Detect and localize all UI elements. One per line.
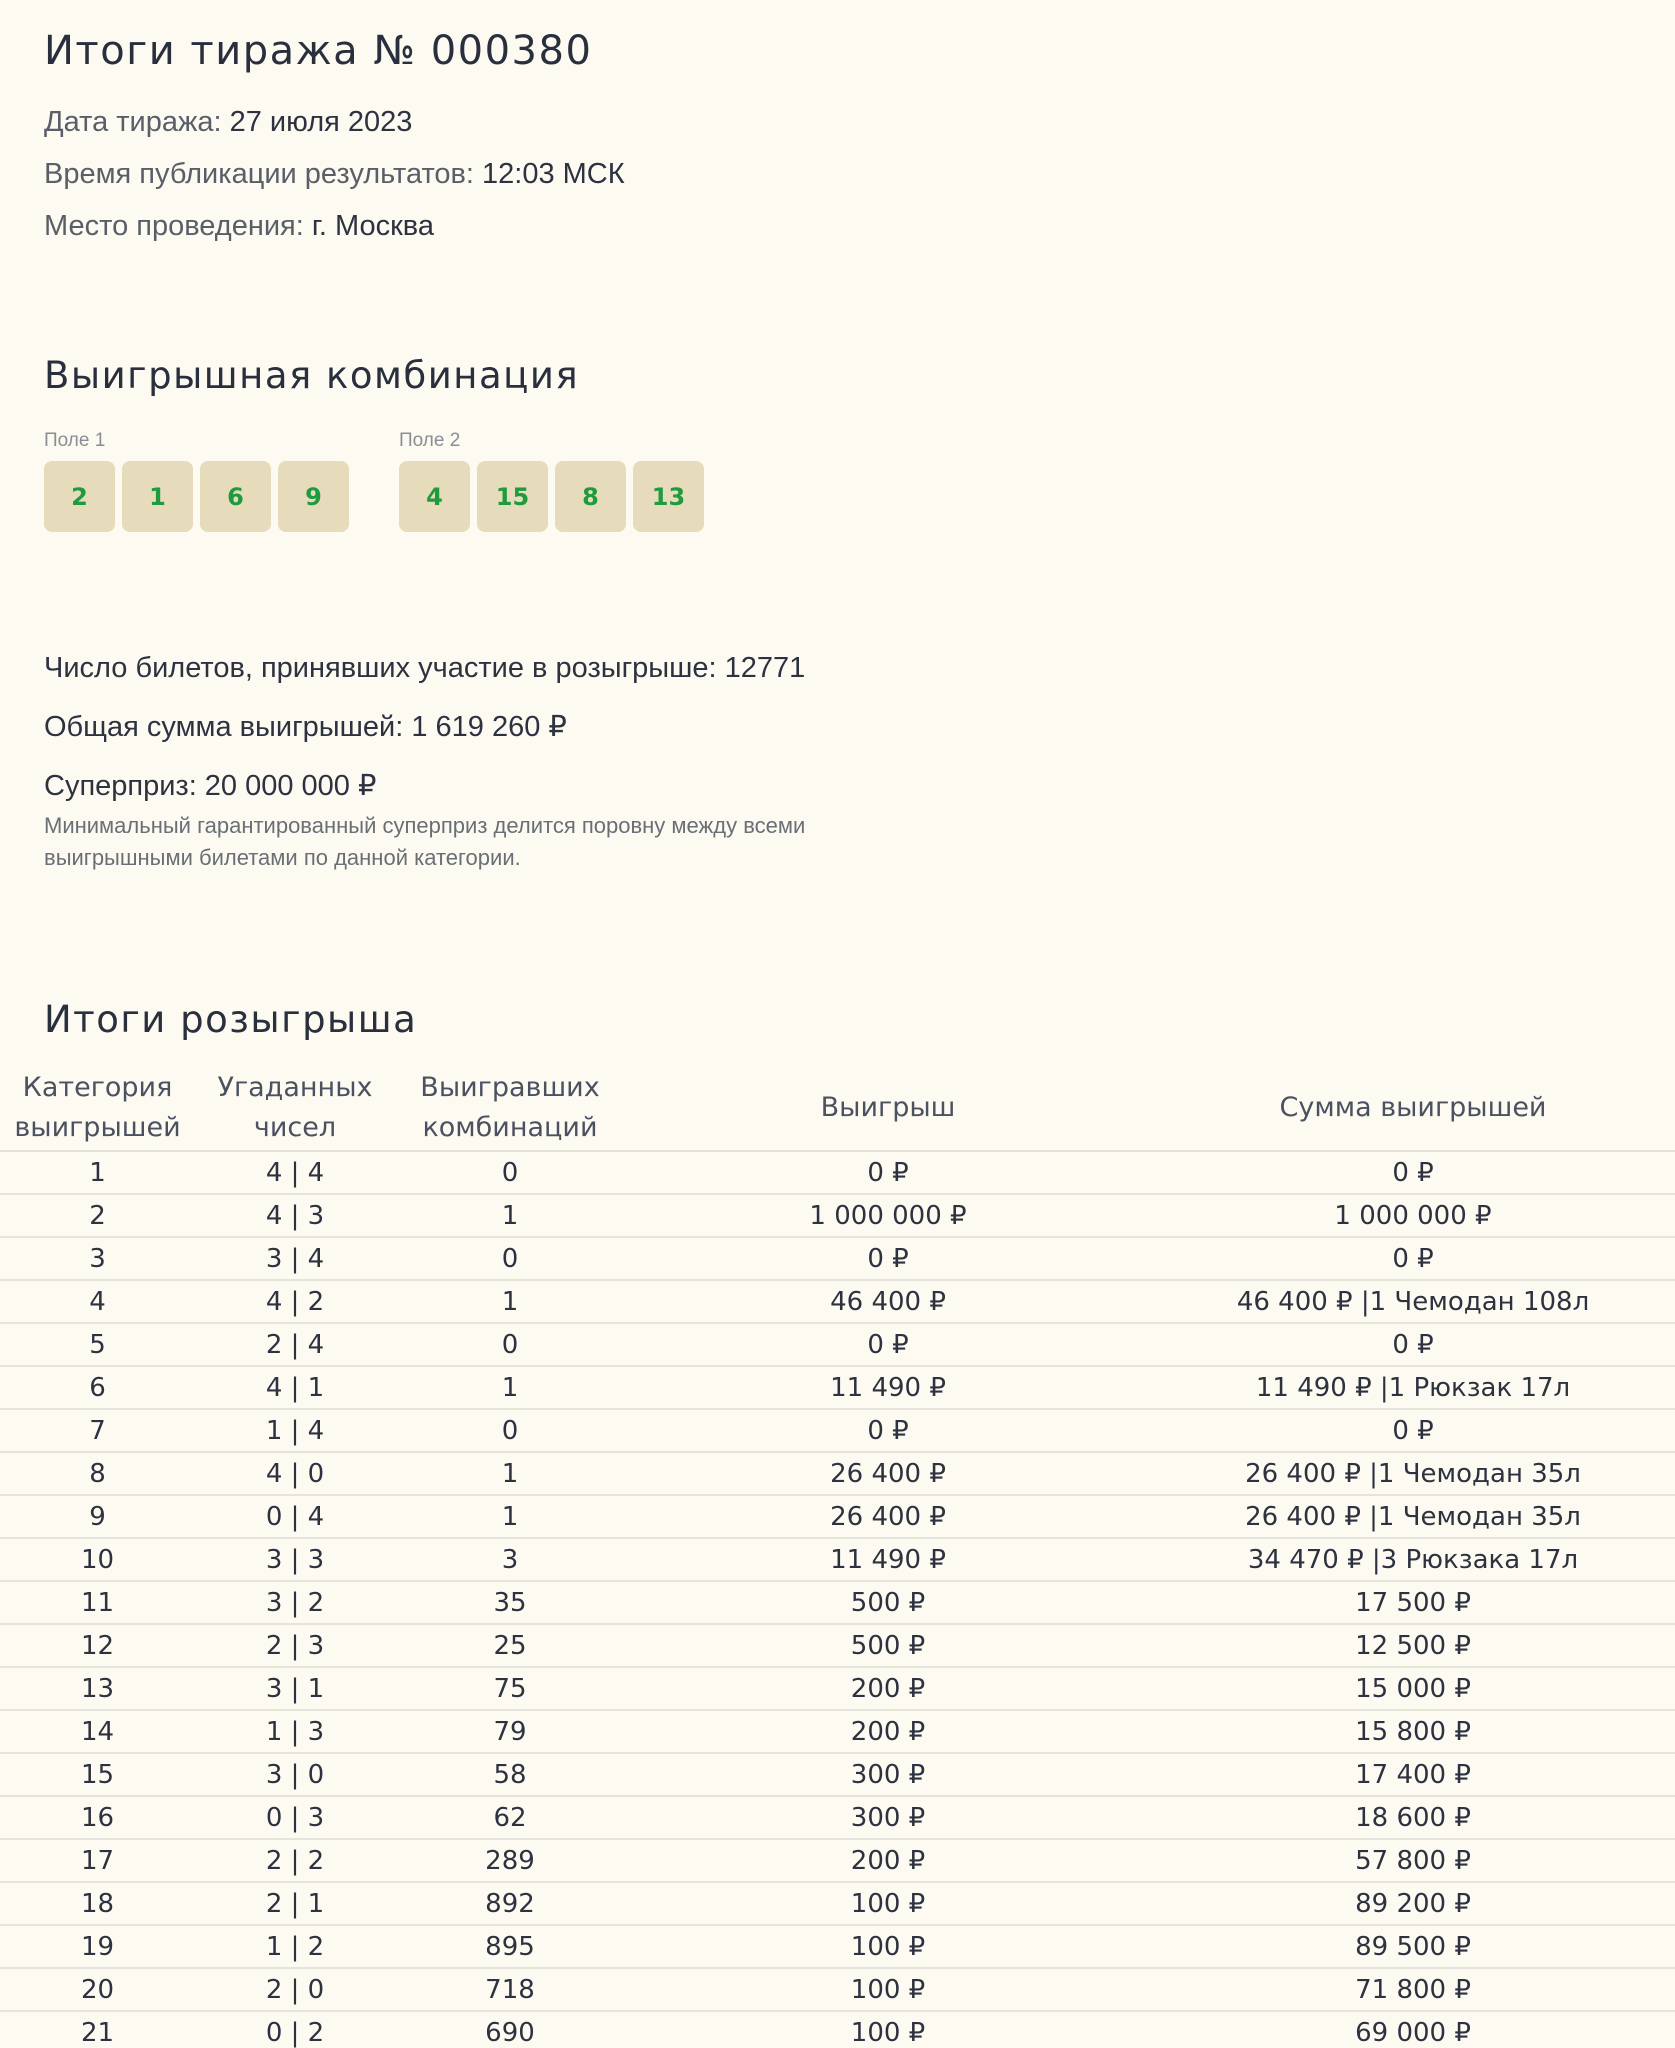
cell-winning-combos: 690 [395,2011,625,2048]
cell-category: 10 [0,1538,195,1581]
cell-total-prize: 18 600 ₽ [1151,1796,1675,1839]
cell-prize: 100 ₽ [625,1968,1151,2011]
cell-category: 7 [0,1409,195,1452]
cell-category: 14 [0,1710,195,1753]
number-ball: 15 [477,461,548,532]
table-row [0,1581,1675,1624]
cell-guessed: 2 | 3 [195,1624,395,1667]
draw-date-value: 27 июля 2023 [229,106,413,138]
draw-date [44,106,412,139]
cell-total-prize: 71 800 ₽ [1151,1968,1675,2011]
cell-category: 5 [0,1323,195,1366]
publish-time-value: 12:03 МСК [482,158,625,190]
cell-total-prize: 17 500 ₽ [1151,1581,1675,1624]
cell-prize: 200 ₽ [625,1667,1151,1710]
draw-place-value: г. Москва [311,210,434,242]
table-row [0,1667,1675,1710]
table-row [0,1839,1675,1882]
cell-total-prize: 11 490 ₽ |1 Рюкзак 17л [1151,1366,1675,1409]
cell-winning-combos: 58 [395,1753,625,1796]
table-row [0,1968,1675,2011]
table-header-row [0,1065,1675,1151]
cell-winning-combos: 0 [395,1237,625,1280]
table-row [0,1495,1675,1538]
table-row [0,1409,1675,1452]
cell-winning-combos: 895 [395,1925,625,1968]
table-row [0,1237,1675,1280]
header-category: Категория выигрышей [0,1065,195,1151]
cell-guessed: 3 | 0 [195,1753,395,1796]
cell-total-prize: 89 500 ₽ [1151,1925,1675,1968]
cell-total-prize: 57 800 ₽ [1151,1839,1675,1882]
table-row [0,2011,1675,2048]
cell-total-prize: 15 000 ₽ [1151,1667,1675,1710]
cell-winning-combos: 289 [395,1839,625,1882]
table-row [0,1925,1675,1968]
field-2-numbers [399,461,704,532]
cell-prize: 100 ₽ [625,2011,1151,2048]
table-row [0,1452,1675,1495]
cell-guessed: 1 | 3 [195,1710,395,1753]
header-prize: Выигрыш [625,1065,1151,1151]
cell-total-prize: 12 500 ₽ [1151,1624,1675,1667]
cell-total-prize: 17 400 ₽ [1151,1753,1675,1796]
cell-category: 19 [0,1925,195,1968]
superprize-label: Суперприз: [44,770,197,802]
cell-guessed: 4 | 1 [195,1366,395,1409]
cell-prize: 500 ₽ [625,1581,1151,1624]
results-table-body [0,1151,1675,2048]
superprize-value: 20 000 000 ₽ [204,770,377,802]
table-row [0,1194,1675,1237]
cell-prize: 0 ₽ [625,1151,1151,1194]
cell-category: 3 [0,1237,195,1280]
winning-combination-title: Выигрышная комбинация [44,354,580,397]
header-winning-combos: Выигравших комбинаций [395,1065,625,1151]
cell-guessed: 4 | 2 [195,1280,395,1323]
cell-prize: 100 ₽ [625,1925,1151,1968]
cell-category: 11 [0,1581,195,1624]
results-table-wrapper [0,1065,1675,2048]
cell-total-prize: 0 ₽ [1151,1151,1675,1194]
cell-total-prize: 26 400 ₽ |1 Чемодан 35л [1151,1452,1675,1495]
table-row [0,1796,1675,1839]
cell-winning-combos: 1 [395,1495,625,1538]
number-ball: 9 [278,461,349,532]
publish-time [44,158,625,191]
table-row [0,1323,1675,1366]
results-table [0,1065,1675,2048]
cell-prize: 0 ₽ [625,1237,1151,1280]
cell-winning-combos: 79 [395,1710,625,1753]
cell-prize: 300 ₽ [625,1753,1151,1796]
cell-guessed: 3 | 3 [195,1538,395,1581]
cell-winning-combos: 25 [395,1624,625,1667]
cell-winning-combos: 62 [395,1796,625,1839]
number-ball: 6 [200,461,271,532]
field-1-label: Поле 1 [44,430,106,451]
table-row [0,1280,1675,1323]
cell-winning-combos: 35 [395,1581,625,1624]
draw-date-label: Дата тиража: [44,106,222,138]
cell-category: 13 [0,1667,195,1710]
field-2-label: Поле 2 [399,430,461,451]
cell-guessed: 2 | 1 [195,1882,395,1925]
cell-winning-combos: 0 [395,1409,625,1452]
cell-guessed: 0 | 4 [195,1495,395,1538]
cell-prize: 26 400 ₽ [625,1495,1151,1538]
cell-prize: 200 ₽ [625,1839,1151,1882]
cell-guessed: 2 | 0 [195,1968,395,2011]
cell-winning-combos: 1 [395,1452,625,1495]
cell-category: 4 [0,1280,195,1323]
cell-guessed: 3 | 4 [195,1237,395,1280]
number-ball: 8 [555,461,626,532]
total-winnings [44,709,567,744]
cell-category: 15 [0,1753,195,1796]
draw-place [44,210,434,243]
header-guessed: Угаданных чисел [195,1065,395,1151]
table-row [0,1151,1675,1194]
cell-category: 20 [0,1968,195,2011]
cell-guessed: 3 | 1 [195,1667,395,1710]
cell-total-prize: 69 000 ₽ [1151,2011,1675,2048]
number-ball: 4 [399,461,470,532]
draw-place-label: Место проведения: [44,210,304,242]
cell-prize: 46 400 ₽ [625,1280,1151,1323]
superprize [44,768,376,803]
cell-prize: 300 ₽ [625,1796,1151,1839]
superprize-note: Минимальный гарантированный суперприз делится поровну между всеми выигрышными билетами по данной категории. [44,813,806,870]
table-row [0,1538,1675,1581]
field-1-numbers [44,461,349,532]
cell-prize: 0 ₽ [625,1323,1151,1366]
cell-guessed: 3 | 2 [195,1581,395,1624]
number-ball: 2 [44,461,115,532]
cell-guessed: 1 | 4 [195,1409,395,1452]
header-total-prize: Сумма выигрышей [1151,1065,1675,1151]
tickets-count [44,652,805,685]
cell-prize: 0 ₽ [625,1409,1151,1452]
cell-total-prize: 0 ₽ [1151,1323,1675,1366]
cell-total-prize: 26 400 ₽ |1 Чемодан 35л [1151,1495,1675,1538]
table-row [0,1366,1675,1409]
cell-category: 1 [0,1151,195,1194]
cell-guessed: 4 | 3 [195,1194,395,1237]
cell-guessed: 1 | 2 [195,1925,395,1968]
cell-category: 6 [0,1366,195,1409]
cell-prize: 200 ₽ [625,1710,1151,1753]
cell-category: 8 [0,1452,195,1495]
cell-prize: 26 400 ₽ [625,1452,1151,1495]
cell-category: 16 [0,1796,195,1839]
table-row [0,1882,1675,1925]
cell-winning-combos: 0 [395,1151,625,1194]
number-ball: 13 [633,461,704,532]
number-ball: 1 [122,461,193,532]
cell-winning-combos: 3 [395,1538,625,1581]
cell-prize: 1 000 000 ₽ [625,1194,1151,1237]
table-row [0,1624,1675,1667]
cell-category: 2 [0,1194,195,1237]
table-row [0,1753,1675,1796]
cell-guessed: 0 | 2 [195,2011,395,2048]
cell-guessed: 4 | 0 [195,1452,395,1495]
cell-winning-combos: 0 [395,1323,625,1366]
cell-guessed: 2 | 4 [195,1323,395,1366]
cell-category: 18 [0,1882,195,1925]
results-title: Итоги розыгрыша [44,998,418,1041]
tickets-count-label: Число билетов, принявших участие в розыгрыше: [44,652,717,684]
cell-prize: 100 ₽ [625,1882,1151,1925]
cell-category: 17 [0,1839,195,1882]
cell-winning-combos: 892 [395,1882,625,1925]
cell-category: 9 [0,1495,195,1538]
table-row [0,1710,1675,1753]
cell-category: 21 [0,2011,195,2048]
cell-total-prize: 34 470 ₽ |3 Рюкзака 17л [1151,1538,1675,1581]
cell-total-prize: 1 000 000 ₽ [1151,1194,1675,1237]
cell-prize: 500 ₽ [625,1624,1151,1667]
cell-guessed: 2 | 2 [195,1839,395,1882]
cell-winning-combos: 718 [395,1968,625,2011]
tickets-count-value: 12771 [724,652,806,684]
cell-winning-combos: 1 [395,1280,625,1323]
cell-guessed: 4 | 4 [195,1151,395,1194]
cell-total-prize: 0 ₽ [1151,1237,1675,1280]
page-title: Итоги тиража № 000380 [44,28,593,74]
cell-guessed: 0 | 3 [195,1796,395,1839]
total-winnings-label: Общая сумма выигрышей: [44,711,404,743]
cell-total-prize: 46 400 ₽ |1 Чемодан 108л [1151,1280,1675,1323]
cell-prize: 11 490 ₽ [625,1366,1151,1409]
cell-winning-combos: 1 [395,1194,625,1237]
cell-winning-combos: 75 [395,1667,625,1710]
cell-category: 12 [0,1624,195,1667]
cell-total-prize: 0 ₽ [1151,1409,1675,1452]
publish-time-label: Время публикации результатов: [44,158,474,190]
cell-winning-combos: 1 [395,1366,625,1409]
cell-total-prize: 89 200 ₽ [1151,1882,1675,1925]
cell-prize: 11 490 ₽ [625,1538,1151,1581]
total-winnings-value: 1 619 260 ₽ [411,711,567,743]
cell-total-prize: 15 800 ₽ [1151,1710,1675,1753]
